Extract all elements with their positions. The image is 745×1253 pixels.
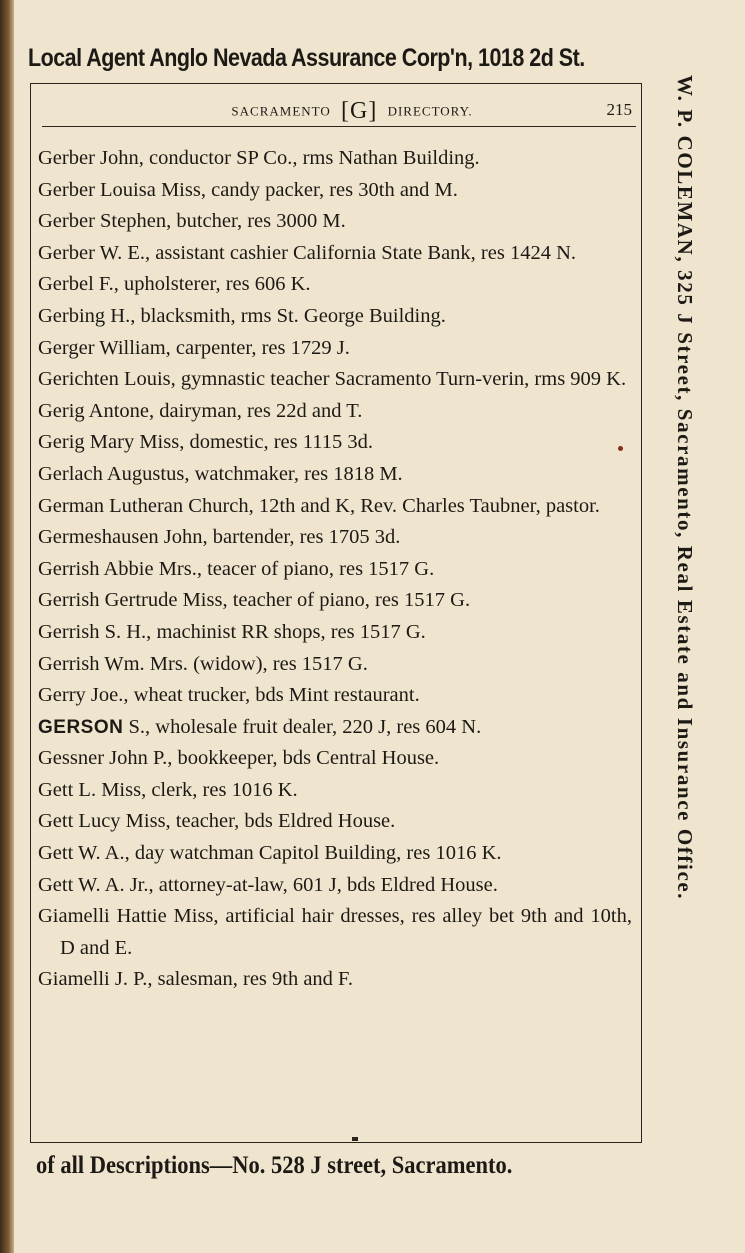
entry-details: upholsterer, res 606 K.	[118, 273, 311, 296]
entry-name: Gerrish Gertrude Miss,	[38, 589, 228, 612]
rule-mark	[352, 1137, 358, 1141]
entry-name: Gerber John,	[38, 147, 144, 169]
entry-details: dairyman, res 22d and T.	[154, 399, 363, 422]
running-head-city: SACRAMENTO	[231, 103, 331, 119]
directory-entry	[38, 364, 632, 396]
entry-name: Gerig Mary Miss,	[38, 431, 185, 454]
directory-entry	[38, 585, 632, 617]
entry-details: assistant cashier California State Bank, res 1424 N.	[150, 241, 577, 264]
entry-details: teacher, bds Eldred House.	[170, 810, 396, 833]
entry-name: Germeshausen John,	[38, 526, 208, 549]
entry-name: Gerrish S. H.,	[38, 620, 152, 643]
entry-name: Gett Lucy Miss,	[38, 810, 171, 833]
top-advertisement-banner: Local Agent Anglo Nevada Assurance Corp'n, 1018 2d St.	[28, 44, 585, 72]
running-head-center	[172, 98, 532, 125]
entry-details: carpenter, res 1729 J.	[170, 336, 350, 359]
entry-name: Gett W. A.,	[38, 842, 130, 865]
entry-details: butcher, res 3000 M.	[171, 210, 346, 233]
entry-name: Gett L. Miss,	[38, 778, 147, 801]
entry-name: Giamelli J. P.,	[38, 968, 153, 991]
directory-entry	[38, 459, 632, 491]
entry-name: Gerber Stephen,	[38, 210, 172, 233]
entry-name: Gerbing H.,	[38, 304, 136, 327]
directory-entry	[38, 396, 632, 428]
entry-name: Gerry Joe.,	[38, 684, 129, 707]
entry-details: machinist RR shops, res 1517 G.	[151, 620, 426, 643]
running-head	[42, 98, 636, 127]
entry-name: Giamelli Hattie Miss,	[38, 905, 219, 928]
directory-entries	[38, 143, 632, 996]
directory-entry	[38, 743, 632, 775]
directory-entry	[38, 522, 632, 554]
entry-name: Gerrish Abbie Mrs.,	[38, 557, 202, 580]
entry-details: (widow), res 1517 G.	[187, 652, 368, 675]
directory-entry	[38, 870, 632, 902]
entry-details: candy packer, res 30th and M.	[205, 178, 458, 201]
entry-name: Gerichten Louis,	[38, 368, 176, 391]
entry-name: Gessner John P.,	[38, 747, 173, 770]
directory-entry	[38, 333, 632, 365]
entry-details: clerk, res 1016 K.	[146, 778, 298, 801]
directory-entry	[38, 143, 632, 175]
directory-entry	[38, 269, 632, 301]
directory-entry	[38, 806, 632, 838]
ink-speck	[618, 446, 623, 451]
entry-details: bartender, res 1705 3d.	[207, 526, 401, 549]
entry-name: GERSON	[38, 716, 124, 738]
directory-entry	[38, 238, 632, 270]
entry-name: Gerig Antone,	[38, 399, 155, 422]
entry-name: Gerbel F.,	[38, 273, 119, 296]
running-head-directory: DIRECTORY.	[387, 103, 473, 119]
entry-details: watchmaker, res 1818 M.	[189, 462, 403, 485]
entry-details: attorney-at-law, 601 J, bds Eldred House.	[153, 873, 498, 896]
entry-name: Gerber Louisa Miss,	[38, 178, 206, 201]
directory-entry	[38, 680, 632, 712]
directory-entry	[38, 901, 632, 964]
directory-entry	[38, 206, 632, 238]
entry-details: teacer of piano, res 1517 G.	[201, 557, 435, 580]
entry-details: day watchman Capitol Building, res 1016 K.	[129, 842, 502, 865]
page-number: 215	[606, 100, 632, 119]
directory-entry	[38, 775, 632, 807]
entry-name: Gerlach Augustus,	[38, 462, 190, 485]
directory-entry	[38, 554, 632, 586]
entry-details: domestic, res 1115 3d.	[184, 431, 373, 454]
directory-entry	[38, 175, 632, 207]
entry-details: bookkeeper, bds Central House.	[172, 747, 440, 770]
directory-entry	[38, 301, 632, 333]
side-advertisement-banner: W. P. COLEMAN, 325 J Street, Sacramento, Real Estate and Insurance Office.	[673, 75, 697, 901]
directory-entry	[38, 964, 632, 996]
directory-entry	[38, 491, 632, 523]
directory-entry	[38, 617, 632, 649]
entry-details: blacksmith, rms St. George Building.	[135, 304, 446, 327]
entry-name: Gerger William,	[38, 336, 171, 359]
running-head-letter: [G]	[341, 98, 378, 124]
book-binding-edge	[0, 0, 14, 1253]
directory-entry	[38, 838, 632, 870]
directory-entry	[38, 649, 632, 681]
entry-details: teacher of piano, res 1517 G.	[227, 589, 471, 612]
entry-name: Gerrish Wm. Mrs.	[38, 652, 188, 675]
entry-details: artificial hair dresses, res alley bet 9th and 10th, D and E.	[60, 905, 632, 959]
bottom-advertisement-banner: of all Descriptions—No. 528 J street, Sacramento.	[36, 1152, 513, 1179]
entry-details: conductor SP Co., rms Nathan Building.	[143, 147, 480, 169]
entry-name: Gett W. A. Jr.,	[38, 873, 154, 896]
entry-details: wheat trucker, bds Mint restaurant.	[128, 684, 420, 707]
entry-details: gymnastic teacher Sacramento Turn-verin, rms 909 K.	[175, 368, 627, 391]
entry-details: salesman, res 9th and F.	[152, 968, 353, 991]
entry-name: Gerber W. E.,	[38, 241, 151, 264]
entry-name: German Lutheran Church,	[38, 494, 254, 517]
directory-entry	[38, 712, 632, 744]
entry-details: S., wholesale fruit dealer, 220 J, res 604 N.	[123, 715, 482, 738]
directory-entry	[38, 427, 632, 459]
entry-details: 12th and K, Rev. Charles Taubner, pastor.	[253, 494, 600, 517]
